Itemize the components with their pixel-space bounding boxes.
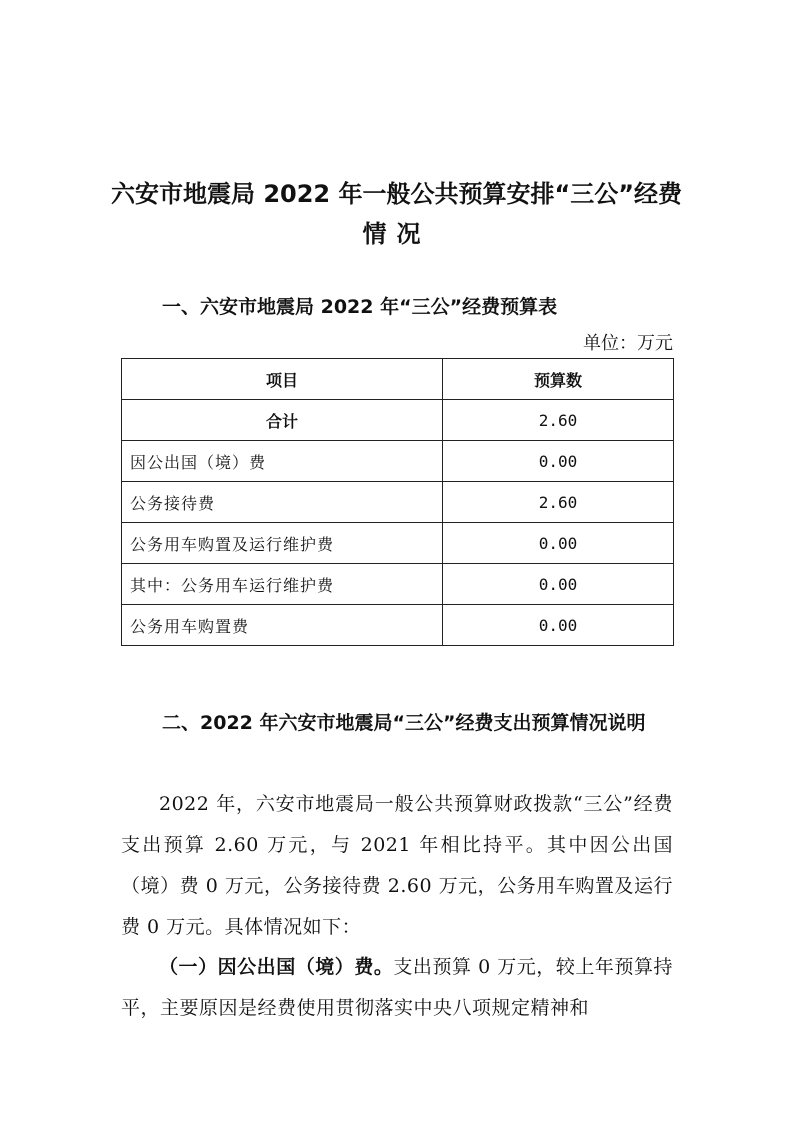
body-paragraph-summary: 2022 年，六安市地震局一般公共预算财政拨款“三公”经费支出预算 2.60 万元，与 2021 年相比持平。其中因公出国（境）费 0 万元，公务接待费 2.60 万元，公务用车购置及运行费 0 万元。具体情况如下： — [121, 793, 673, 938]
row-item-label: 公务用车购置及运行维护费 — [122, 523, 443, 564]
table-header-row — [122, 359, 674, 400]
section-1-heading: 一、六安市地震局 2022 年“三公”经费预算表 — [162, 296, 558, 318]
table-row — [122, 605, 674, 646]
budget-table — [121, 358, 674, 646]
column-header-item: 项目 — [122, 359, 443, 400]
row-item-label: 公务接待费 — [122, 482, 443, 523]
paragraph-lead-heading: （一）因公出国（境）费。 — [159, 956, 394, 978]
table-row — [122, 482, 674, 523]
row-amount: 0.00 — [443, 564, 674, 605]
row-amount: 0.00 — [443, 441, 674, 482]
body-paragraph-foreign-travel — [121, 947, 673, 1029]
section-2-heading: 二、2022 年六安市地震局“三公”经费支出预算情况说明 — [162, 712, 646, 734]
row-amount: 2.60 — [443, 482, 674, 523]
paragraph-body-text: 支出预算 0 万元，较上年预算持平，主要原因是经费使用贯彻落实中央八项规定精神和 — [121, 956, 673, 1019]
column-header-amount: 预算数 — [443, 359, 674, 400]
table-row — [122, 523, 674, 564]
row-item-label: 因公出国（境）费 — [122, 441, 443, 482]
table-row — [122, 564, 674, 605]
unit-label: 单位：万元 — [583, 333, 673, 354]
row-amount: 2.60 — [443, 400, 674, 441]
row-item-label: 公务用车购置费 — [122, 605, 443, 646]
table-row-total — [122, 400, 674, 441]
table-row — [122, 441, 674, 482]
row-amount: 0.00 — [443, 523, 674, 564]
row-item-label: 其中：公务用车运行维护费 — [122, 564, 443, 605]
document-title-line-1: 六安市地震局 2022 年一般公共预算安排“三公”经费 — [110, 180, 683, 208]
row-amount: 0.00 — [443, 605, 674, 646]
document-title-line-2: 情况 — [362, 220, 431, 248]
row-item-label: 合计 — [122, 400, 443, 441]
